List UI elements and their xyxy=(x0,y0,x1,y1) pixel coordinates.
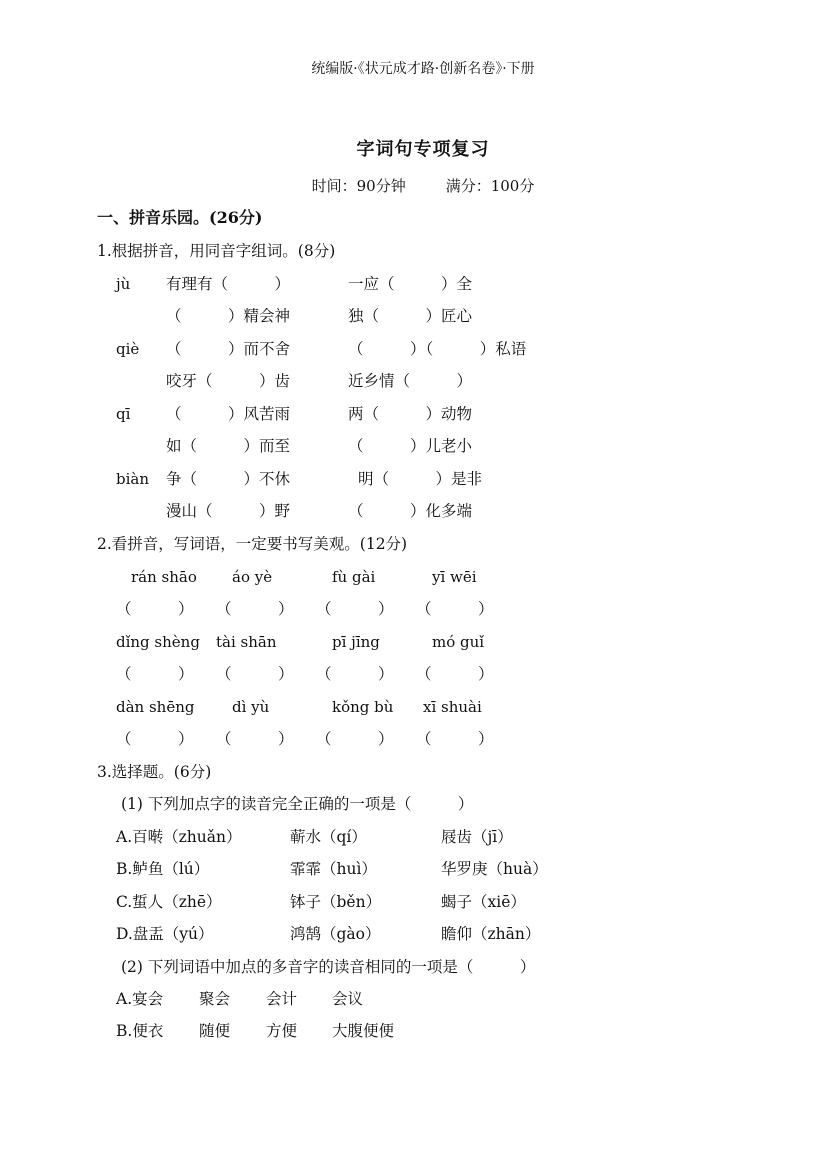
option-c[interactable]: C.蜇人（zhē） xyxy=(116,893,222,911)
q1-item: 明（ ）是非 xyxy=(358,470,483,488)
q2-blank[interactable]: （ ） xyxy=(316,730,394,748)
option-a-word: 蕲水（qí） xyxy=(290,828,367,846)
q1-item: （ ）风苦雨 xyxy=(166,405,291,423)
q1-item: （ ）化多端 xyxy=(348,502,473,520)
full-score: 满分：100分 xyxy=(445,177,535,195)
q2-pinyin: áo yè xyxy=(232,568,273,586)
q2-blank[interactable]: （ ） xyxy=(116,730,194,748)
q2-pinyin: dàn shēng xyxy=(116,698,195,716)
page-header: 统编版·《状元成才路·创新名卷》·下册 xyxy=(311,61,535,77)
q1-pinyin: qiè xyxy=(116,340,140,358)
option-d[interactable]: D.盘盂（yú） xyxy=(116,925,214,943)
option-d-word: 鸿鹄（gào） xyxy=(290,925,381,943)
option-c-word: 钵子（běn） xyxy=(290,893,382,911)
option-a-word: 聚会 xyxy=(199,990,231,1008)
q2-pinyin: kǒng bù xyxy=(332,698,394,716)
q2-pinyin: yī wēi xyxy=(432,568,477,586)
q1-item: 有理有（ ） xyxy=(166,275,291,293)
q2-blank[interactable]: （ ） xyxy=(116,665,194,683)
q2-blank[interactable]: （ ） xyxy=(416,665,494,683)
q1-prompt: 1.根据拼音，用同音字组词。(8分) xyxy=(97,242,336,260)
option-b-word: 大腹便便 xyxy=(332,1022,395,1040)
q1-item: 争（ ）不休 xyxy=(166,470,291,488)
q1-item: （ ）儿老小 xyxy=(348,437,473,455)
q3-prompt: 3.选择题。(6分) xyxy=(97,763,212,781)
option-b-word: 方便 xyxy=(266,1022,298,1040)
q2-blank[interactable]: （ ） xyxy=(416,600,494,618)
q2-blank[interactable]: （ ） xyxy=(216,600,294,618)
option-a-word: 会议 xyxy=(332,990,364,1008)
q2-blank[interactable]: （ ） xyxy=(316,600,394,618)
q1-item: 咬牙（ ）齿 xyxy=(166,372,291,390)
q1-item: （ ）而不舍 xyxy=(166,340,291,358)
q1-pinyin: jù xyxy=(116,275,131,293)
q2-blank[interactable]: （ ） xyxy=(316,665,394,683)
q1-item: （ ）精会神 xyxy=(166,307,291,325)
q3-sub2-prompt: (2) 下列词语中加点的多音字的读音相同的一项是（ ） xyxy=(121,958,536,976)
option-b[interactable]: B.便衣 xyxy=(116,1022,164,1040)
q2-prompt: 2.看拼音，写词语，一定要书写美观。(12分) xyxy=(97,535,408,553)
q2-pinyin: dì yù xyxy=(232,698,270,716)
q2-pinyin: dǐng shèng xyxy=(116,633,200,651)
option-b[interactable]: B.鲈鱼（lú） xyxy=(116,860,210,878)
q1-item: （ ）（ ）私语 xyxy=(348,340,527,358)
time-limit: 时间：90分钟 xyxy=(311,177,406,195)
section-heading: 一、拼音乐园。(26分) xyxy=(97,208,263,227)
option-a-word: 屐齿（jī） xyxy=(441,828,513,846)
exam-meta xyxy=(0,176,827,196)
q1-pinyin: biàn xyxy=(116,470,150,488)
option-b-word: 霏霏（huì） xyxy=(290,860,377,878)
page-title: 字词句专项复习 xyxy=(356,139,490,160)
q2-pinyin: pī jīng xyxy=(332,633,380,651)
option-b-word: 华罗庚（huà） xyxy=(441,860,548,878)
q2-blank[interactable]: （ ） xyxy=(216,665,294,683)
q2-blank[interactable]: （ ） xyxy=(416,730,494,748)
q2-pinyin: rán shāo xyxy=(131,568,197,586)
q1-item: 一应（ ）全 xyxy=(348,275,473,293)
option-a-word: 会计 xyxy=(266,990,298,1008)
q1-item: 如（ ）而至 xyxy=(166,437,291,455)
q2-pinyin: tài shān xyxy=(216,633,277,651)
q1-pinyin: qī xyxy=(116,405,131,423)
q3-sub1-prompt: (1) 下列加点字的读音完全正确的一项是（ ） xyxy=(121,795,474,813)
q1-item: 漫山（ ）野 xyxy=(166,502,291,520)
option-a[interactable]: A.百啭（zhuǎn） xyxy=(116,828,242,846)
option-c-word: 蝎子（xiē） xyxy=(441,893,526,911)
q1-item: 近乡情（ ） xyxy=(348,372,473,390)
option-d-word: 瞻仰（zhān） xyxy=(441,925,541,943)
q2-blank[interactable]: （ ） xyxy=(116,600,194,618)
q1-item: 两（ ）动物 xyxy=(348,405,473,423)
q2-pinyin: mó guǐ xyxy=(432,633,485,651)
option-b-word: 随便 xyxy=(199,1022,231,1040)
option-a[interactable]: A.宴会 xyxy=(116,990,164,1008)
q2-pinyin: xī shuài xyxy=(423,698,482,716)
q1-item: 独（ ）匠心 xyxy=(348,307,473,325)
q2-blank[interactable]: （ ） xyxy=(216,730,294,748)
q2-pinyin: fù gài xyxy=(332,568,376,586)
